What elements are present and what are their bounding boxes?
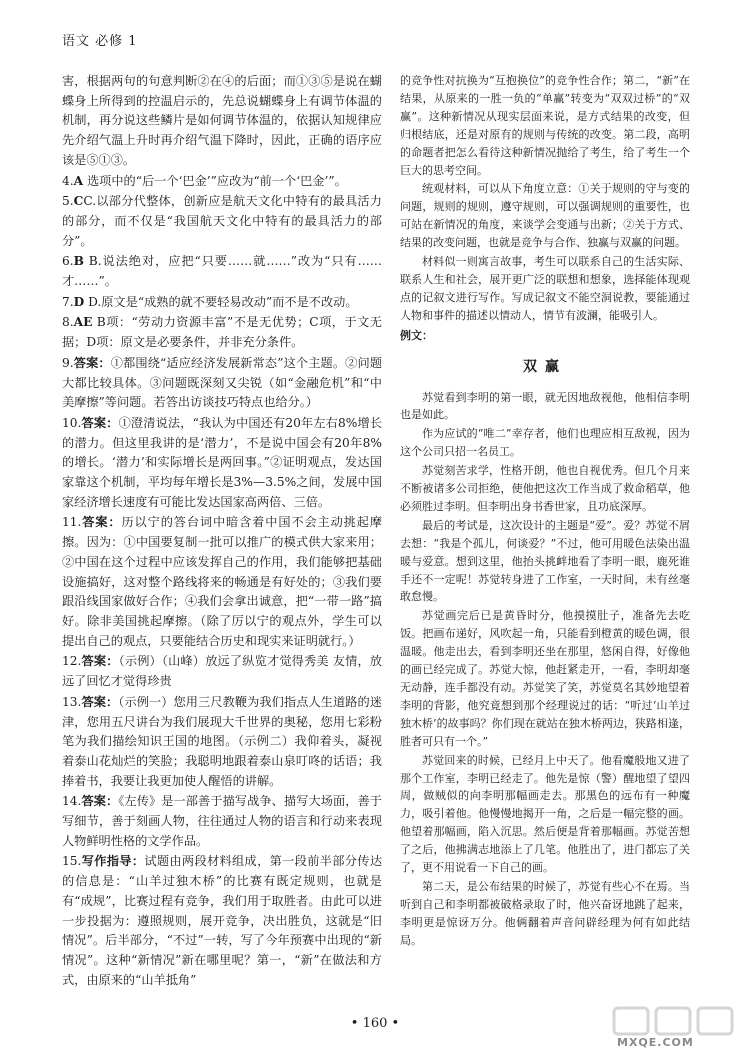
answer-item [62,252,382,291]
item-number: 8. [62,315,74,330]
item-text: （示例）（山峰）放远了纵览才觉得秀美 友情，放远了回忆才觉得珍贵 [62,654,382,689]
watermark-text: MXQE.COM [617,1036,694,1049]
answer-item [62,192,382,251]
item-text: 《左传》是一部善于描写战争、描写大场面，善于写细节，善于刻画人物，往往通过人物的语言和行动来表现人物鲜明性格的文学作品。 [62,794,382,848]
answer-item [62,172,382,192]
item-label: 答案： [81,654,119,669]
item-label: A [73,173,84,188]
answer-item [62,693,382,792]
item-label: 答案： [73,355,111,370]
item-number: 15. [62,854,82,869]
item-label: 答案： [81,515,122,530]
answer-item [62,293,382,313]
item-number: 12. [62,654,82,669]
answer-item [62,852,382,990]
right-column [400,72,690,951]
guidance-paragraph: 材料似一则寓言故事，考生可以联系自己的生活实际、联系人生和社会，展开更广泛的联想和想象，选择能体现观点的记叙文进行写作。写成记叙文不能空洞说教，要能通过人物和事件的描述以情动人，情节有波澜，能吸引人。 [400,255,690,322]
answer-item [62,313,382,352]
essay-paragraph: 苏觉刻苦求学，性格开朗，他也自视优秀。但几个月来不断被诸多公司拒绝，使他把这次工作当成了救命稻草，他必须胜过李明。但李明出身书香世家，且功底深厚。 [400,464,690,513]
essay-paragraph: 第二天，是公布结果的时候了，苏觉有些心不在焉。当听到自己和李明都被破格录取了时，他兴奋讶地跳了起来，李明更是惊讶万分。他俩翻着声音问辟经理为何有如此结局。 [400,879,690,947]
item-text: 选项中的“后一个‘巴金’”应改为“前一个‘巴金’”。 [83,173,347,188]
item-label: C [73,194,84,209]
item-text: 试题由两段材料组成，第一段前半部分传达的信息是：“山羊过独木桥”的比赛有既定规则，也就是有“成规”，比赛过程有竞争，我们用于取胜者。由此可以进一步投据为：遵照规则，展开竞争，决出胜负，这就是“旧情况”。后半部分，“不过”一转，写了今年预赛中出现的“新情况”。这种“新情况”新在哪里呢？第一，“新”在做法和方式，由原来的“山羊抵角” [62,854,383,987]
essay-paragraph: 作为应试的“唯二”幸存者，他们也理应相互敌视，因为这个公司只招一名员工。 [400,427,690,459]
page-number: • 160 • [350,1016,400,1031]
item-label: B [73,254,84,269]
item-number: 11. [62,515,82,530]
essay-paragraph: 苏觉回来的时候，已经月上中天了。他看魔般地又进了那个工作室，李明已经走了。他先是惊（警）醒地望了望四周，做贼似的向李明那幅画走去。那黑色的远布有一种魔力，吸引着他。他慢慢地揭开一角，之后是一幅完整的画。他望着那幅画，陷入沉思。然后便是背着那幅画。苏觉苦想了之后，他拂满志地添上了几笔。他胜出了，进门都忘了关了，更不用说看一下自己的画。 [400,753,690,875]
item-label: AE [73,315,93,330]
item-label: 答案： [81,794,119,809]
item-label: 写作指导： [81,854,145,869]
item-text: B.说法绝对，应把“只要……就……”改为“只有……才……”。 [62,254,382,289]
model-essay [400,327,690,950]
guidance-paragraph: 的竞争性对抗换为“互抱换位”的竞争性合作；第二，“新”在结果，从原来的一胜一负的“单赢”转变为“双双过桥”的“双赢”。这种新情况从现实层面来说，是方式结果的改变，但归根结底，还是对原有的规则与传统的改变。第二段，高明的命题者把怎么看待这种新情况抛给了考生，给了考生一个巨大的思考空间。 [400,74,690,177]
item-number: 5. [62,194,74,209]
answer-item [62,354,382,413]
essay-title: 双赢 [523,358,567,375]
item-text: B项：“劳动力资源丰富”不是无优势；C项，于文无据；D项：原文是必要条件，并非充分条件。 [62,315,382,350]
item-text: 害，根据两句的句意判断②在④的后面；而①③⑤是说在蝴蝶身上所得到的控温启示的，先总说蝴蝶身上有调节体温的机制，再分说这些鳞片是如何调节体温的，依据认知规律应先介绍气温上升时再介绍气温下降时，因此，正确的语序应该是⑤①③。 [62,74,382,167]
page-header: 语文 必修 1 [62,34,138,49]
item-label: D [73,294,85,309]
guidance-paragraph: 统观材料，可以从下角度立意：①关于规则的守与变的问题，规则的规则，遵守规则，可以强调规则的重要性，也可站在新情况的角度，来谈学会变通与出新；②关于方式、结果的改变问题，也就是竞争与合作、独赢与双赢的问题。 [400,182,690,250]
item-number: 10. [62,415,82,430]
item-number: 4. [62,173,74,188]
answer-item [62,652,382,691]
essay-paragraph: 最后的考试是，这次设计的主题是“爱”。爱？苏觉不屑去想：“我是个孤儿，何谈爱？”不过，他可用暖色法染出温暖与爱意。想到这里，他抬头挑衅地看了李明一眼，鹿死谁手还不一定呢！苏觉转身进了工作室，一天时间，未有丝毫敢怠慢。 [400,518,690,604]
answer-item [62,72,382,171]
item-number: 13. [62,694,82,709]
item-text: C.以部分代整体，创新应是航天文化中特有的最具活力的部分，而不仅是“我国航天文化中特有的最具活力的部分”。 [62,194,382,248]
item-label: 答案： [81,694,119,709]
item-number: 9. [62,355,74,370]
item-text: ①都围绕“适应经济发展新常态”这个主题。②问题大都比较具体。③问题既深刻又尖锐（如“金融危机”和“中美摩擦”等问题。若答出访谈技巧特点也给分。） [62,355,383,410]
item-text: ①澄清说法，“我认为中国还有20年左右8%增长的潜力。但这里我讲的是‘潜力’，不是说中国会有20年8%的增长。‘潜力’和实际增长是两回事。”②证明观点，发达国家靠这个机制，平均每年增长是3%—3.5%之间，发展中国家经济增长速度有可能比发达国家高两倍、三倍。 [62,415,383,509]
item-number: 7. [62,294,74,309]
left-column [62,72,382,991]
answer-item [62,414,382,513]
item-text: 历以宁的答台词中暗含着中国不会主动挑起摩擦。因为：①中国要复制一批可以推广的模式供大家来用；②中国在这个过程中应该发挥自己的作用，我们能够把基础设施搞好，这对整个路线将来的畅通是有好处的；③我们要跟沿线国家做好合作；④我们会拿出诚意，把“一带一路”搞好。除非美国挑起摩擦。（除了厉以宁的观点外，学生可以提出自己的观点，只要能结合历史和现实来证明就行。） [62,515,383,648]
essay-paragraph: 苏觉看到李明的第一眼，就无因地敌视他，他相信李明也是如此。 [400,390,690,422]
item-number: 6. [62,254,74,269]
item-label: 答案： [81,415,119,430]
essay-label: 例文： [400,328,433,342]
answer-item [62,792,382,851]
essay-paragraph: 苏觉画完后已是黄昏时分，他摸摸肚子，准备先去吃饭。把画布递好，风吹起一角，只能看到橙黄的暖色调，很温暖。他走出去，看到李明还坐在那里，悠闲自得，好像他的画已经完成了。苏觉大惊，他赶紧走开，一看，李明却毫无动静，连手都没有动。苏觉笑了笑，苏觉莫名其妙地望着李明的背影，他究竟想到那个经理说过的话：“听过‘山羊过独木桥’的故事吗？你们现在就站在独木桥两边，狭路相逢，胜者可只有一个。” [400,609,690,748]
item-text: （示例一）您用三尺教鞭为我们指点人生道路的迷津，您用五尺讲台为我们展现大千世界的奥秘，您用七彩粉笔为我们描绘知识王国的地图。（示例二）我仰着头，凝视着泰山花灿烂的笑脸；我聪明地跟着泰山泉叮咚的话语；我捧着书，我要让我更加使人醒悟的讲解。 [62,694,382,788]
item-text: D.原文是“成熟的就不要轻易改动”而不是不改动。 [84,294,358,309]
item-number: 14. [62,794,82,809]
answer-item [62,513,382,651]
